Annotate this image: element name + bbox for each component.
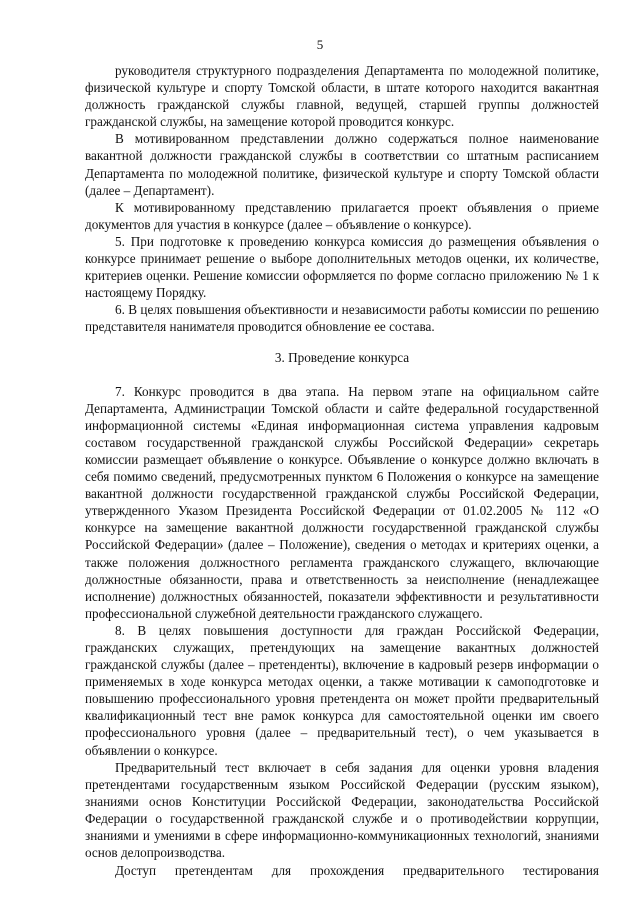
- paragraph: 7. Конкурс проводится в два этапа. На первом этапе на официальном сайте Департамента, Администрации Томской области и сайте федеральной государственной информационной системы «Единая информационная система управления кадровым составом государственной гражданской службы Российской Федерации» секретарь комиссии размещает объявление о конкурсе. Объявление о конкурсе должно включать в себя помимо сведений, предусмотренных пунктом 6 Положения о конкурсе на замещение вакантной должности государственной гражданской службы Российской Федерации, утвержденного Указом Президента Российской Федерации от 01.02.2005 № 112 «О конкурсе на замещение вакантной должности государственной гражданской службы Российской Федерации» (далее – Положение), сведения о методах и критериях оценки, а также положения должностного регламента гражданского служащего, включающие должностные обязанности, права и ответственность за неисполнение (ненадлежащее исполнение) должностных обязанностей, показатели эффективности и результативности профессиональной служебной деятельности гражданского служащего.: [85, 383, 599, 621]
- paragraph-continued-line: Доступ претендентам для прохождения предварительного тестирования: [115, 863, 599, 878]
- continued-paragraph: [85, 862, 599, 879]
- paragraph: Предварительный тест включает в себя задания для оценки уровня владения претендентами государственным языком Российской Федерации (русским языком), знаниями основ Конституции Российской Федерации, законодательства Российской Федерации о государственной гражданской службе и о противодействии коррупции, знаниями и умениями в сфере информационно-коммуникационных технологий, знаниями основ делопроизводства.: [85, 759, 599, 861]
- paragraph: руководителя структурного подразделения Департамента по молодежной политике, физической культуре и спорту Томской области, в штате которого находится вакантная должность гражданской службы главной, ведущей, старшей группы должностей гражданской службы, на замещение которой проводится конкурс.: [85, 63, 599, 130]
- page-number: 5: [316, 37, 324, 52]
- paragraph: 5. При подготовке к проведению конкурса комиссия до размещения объявления о конкурсе принимает решение о выборе дополнительных методов оценки, их количестве, критериев оценки. Решение комиссии оформляется по форме согласно приложению № 1 к настоящему Порядку.: [85, 233, 599, 301]
- document-body: [85, 62, 599, 861]
- paragraph: 8. В целях повышения доступности для граждан Российской Федерации, гражданских служащих, претендующих на замещение вакантных должностей гражданской службы (далее – претенденты), включение в кадровый резерв информации о применяемых в ходе конкурса методах оценки, а также мотивации к самоподготовке и повышению профессионального уровня претендента он может пройти предварительный квалификационный тест вне рамок конкурса для самостоятельной оценки им своего профессионального уровня (далее – предварительный тест), о чем указывается в объявлении о конкурсе.: [85, 622, 599, 758]
- paragraph: К мотивированному представлению прилагается проект объявления о приеме документов для участия в конкурсе (далее – объявление о конкурсе).: [85, 199, 599, 232]
- paragraph: 6. В целях повышения объективности и независимости работы комиссии по решению представителя нанимателя проводится обновление ее состава.: [85, 302, 599, 335]
- section-heading: 3. Проведение конкурса: [274, 349, 410, 365]
- paragraph: В мотивированном представлении должно содержаться полное наименование вакантной должности гражданской службы в соответствии со штатным расписанием Департамента по молодежной политике, физической культуре и спорту Томской области (далее – Департамент).: [85, 131, 599, 198]
